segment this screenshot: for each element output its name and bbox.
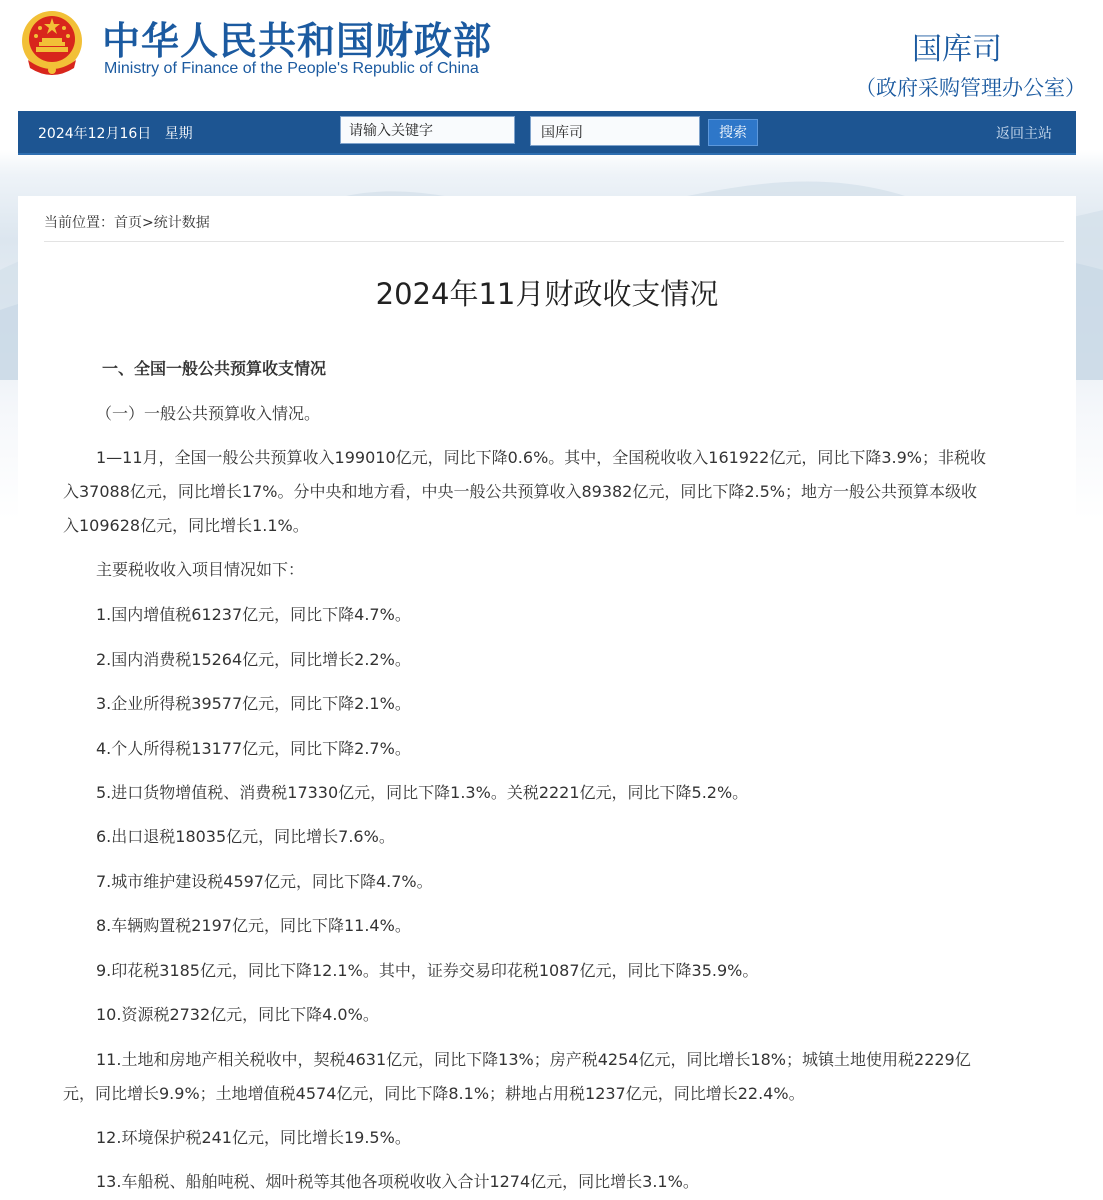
- tax-item: 8.车辆购置税2197亿元，同比下降11.4%。: [96, 916, 411, 935]
- tax-item: 11.土地和房地产相关税收中，契税4631亿元，同比下降13%；房产税4254亿元，同比增长18%；城镇土地使用税2229亿: [96, 1050, 971, 1069]
- breadcrumb-divider: [44, 241, 1064, 242]
- national-emblem-icon: [18, 8, 86, 78]
- site-name-en[interactable]: Ministry of Finance of the People's Republic of China: [104, 60, 479, 77]
- article-panel: [18, 196, 1076, 1200]
- department-subtitle: （政府采购管理办公室）: [855, 76, 1086, 100]
- tax-item: 6.出口退税18035亿元，同比增长7.6%。: [96, 827, 395, 846]
- breadcrumb-home-link[interactable]: 首页: [114, 215, 142, 231]
- nav-bar: [18, 111, 1076, 155]
- paragraph-line: 入109628亿元，同比增长1.1%。: [63, 516, 309, 535]
- paragraph-line: 1—11月，全国一般公共预算收入199010亿元，同比下降0.6%。其中，全国税收收入161922亿元，同比下降3.9%；非税收: [96, 448, 986, 467]
- tax-item: 12.环境保护税241亿元，同比增长19.5%。: [96, 1128, 411, 1147]
- article-title: 2024年11月财政收支情况: [375, 277, 719, 311]
- search-button[interactable]: 搜索: [708, 119, 758, 146]
- date-text: 2024年12月16日: [38, 126, 152, 142]
- tax-item: 9.印花税3185亿元，同比下降12.1%。其中，证券交易印花税1087亿元，同比下降35.9%。: [96, 961, 759, 980]
- tax-item: 5.进口货物增值税、消费税17330亿元，同比下降1.3%。关税2221亿元，同比下降5.2%。: [96, 783, 749, 802]
- breadcrumb-prefix: 当前位置：: [44, 215, 114, 231]
- tax-item: 7.城市维护建设税4597亿元，同比下降4.7%。: [96, 872, 433, 891]
- current-date: [38, 123, 193, 143]
- tax-item: 1.国内增值税61237亿元，同比下降4.7%。: [96, 605, 411, 624]
- department-title: 国库司: [912, 32, 1002, 67]
- subsection-heading: （一）一般公共预算收入情况。: [96, 404, 321, 423]
- weekday-text: 星期: [164, 126, 193, 142]
- breadcrumb-separator: >: [142, 215, 154, 231]
- search-keyword-input[interactable]: 请输入关键字: [340, 116, 515, 144]
- section-heading: 一、全国一般公共预算收支情况: [102, 359, 327, 378]
- breadcrumb-current-link[interactable]: 统计数据: [153, 215, 210, 231]
- search-scope-select[interactable]: 国库司: [530, 116, 700, 146]
- breadcrumb: [44, 212, 210, 232]
- tax-item: 4.个人所得税13177亿元，同比下降2.7%。: [96, 739, 411, 758]
- site-name-cn[interactable]: 中华人民共和国财政部: [102, 19, 493, 63]
- tax-item: 2.国内消费税15264亿元，同比增长2.2%。: [96, 650, 411, 669]
- tax-item: 13.车船税、船舶吨税、烟叶税等其他各项税收收入合计1274亿元，同比增长3.1%。: [96, 1172, 699, 1191]
- tax-item-continued: 元，同比增长9.9%；土地增值税4574亿元，同比下降8.1%；耕地占用税1237亿元，同比增长22.4%。: [63, 1084, 805, 1103]
- tax-intro: 主要税收收入项目情况如下：: [96, 560, 305, 579]
- paragraph-line: 入37088亿元，同比增长17%。分中央和地方看，中央一般公共预算收入89382亿元，同比下降2.5%；地方一般公共预算本级收: [63, 482, 978, 501]
- tax-item: 3.企业所得税39577亿元，同比下降2.1%。: [96, 694, 411, 713]
- return-home-link[interactable]: 返回主站: [996, 126, 1052, 142]
- tax-item: 10.资源税2732亿元，同比下降4.0%。: [96, 1005, 379, 1024]
